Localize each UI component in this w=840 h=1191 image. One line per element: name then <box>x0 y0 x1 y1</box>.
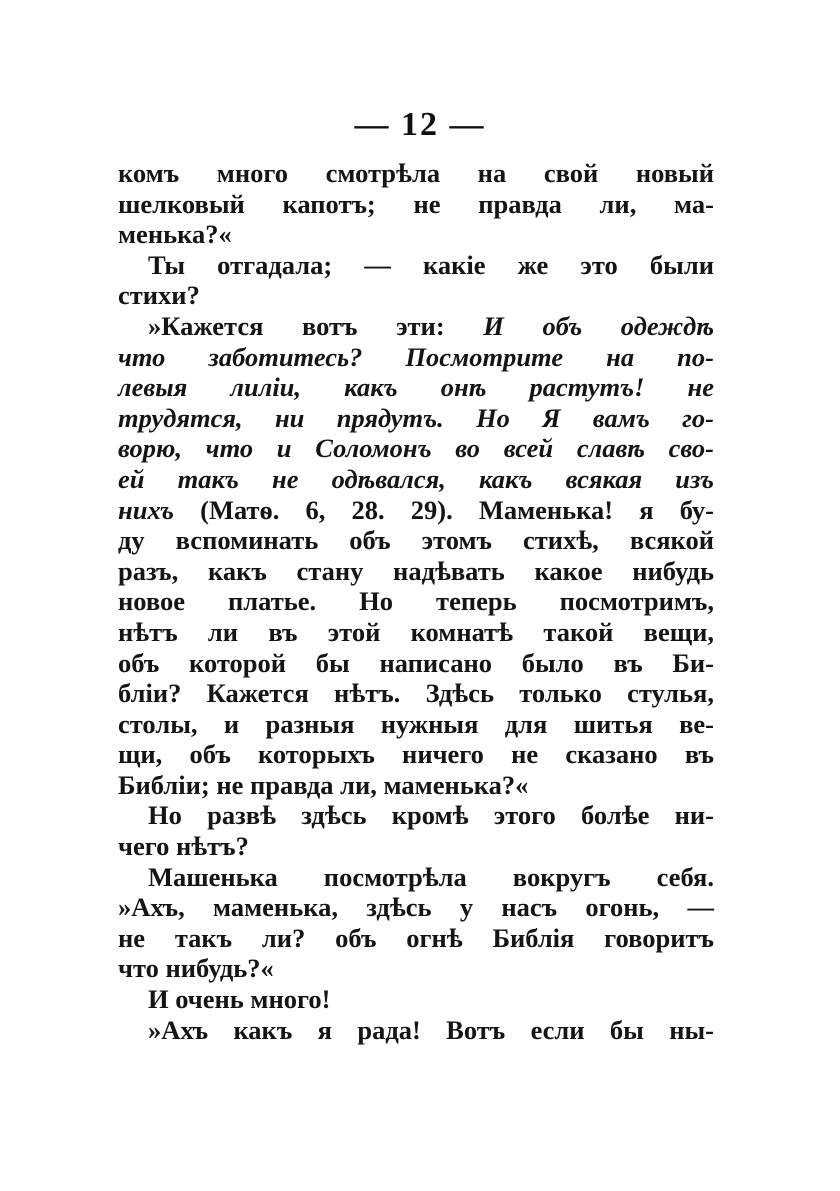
text-line <box>118 311 714 342</box>
text-segment: »Кажется вотъ эти: <box>148 310 445 341</box>
text-line: разъ, какъ стану надѣвать какое нибудь <box>118 555 714 586</box>
text-line: ду вспоминать объ этомъ стихѣ, всякой <box>118 525 714 556</box>
text-line: стихи? <box>118 280 200 311</box>
text-line: И очень много! <box>148 984 331 1015</box>
text-line: Библіи; не правда ли, маменька?« <box>118 769 529 800</box>
text-line: Ты отгадала; — какіе же это были <box>148 249 714 280</box>
text-line: бліи? Кажется нѣтъ. Здѣсь только стулья, <box>118 678 714 709</box>
text-line: не такъ ли? объ огнѣ Библія говоритъ <box>118 922 714 953</box>
text-line: новое платье. Но теперь посмотримъ, <box>118 586 714 617</box>
body-text <box>118 158 714 1045</box>
text-line: щи, объ которыхъ ничего не сказано въ <box>118 739 714 770</box>
text-line: нѣтъ ли въ этой комнатѣ такой вещи, <box>118 616 714 647</box>
text-line: левыя лиліи, какъ онѣ растутъ! не <box>118 372 714 403</box>
text-segment: (Матѳ. 6, 28. 29). Маменька! я бу- <box>200 494 715 525</box>
text-line: комъ много смотрѣла на свой новый <box>118 158 714 188</box>
text-line: менька?« <box>118 219 232 250</box>
text-line: »Ахъ какъ я рада! Вотъ если бы ны- <box>148 1014 714 1045</box>
italic-segment: нихъ <box>118 494 175 525</box>
text-line: чего нѣтъ? <box>118 831 249 862</box>
text-line: трудятся, ни прядутъ. Но Я вамъ го- <box>118 402 714 433</box>
text-line: »Ахъ, маменька, здѣсь у насъ огонь, — <box>118 892 714 923</box>
text-line: объ которой бы написано было въ Би- <box>118 647 714 678</box>
text-line: Но развѣ здѣсь кромѣ этого болѣе ни- <box>148 800 714 831</box>
text-line: столы, и разныя нужныя для шитья ве- <box>118 708 714 739</box>
text-line: что нибудь?« <box>118 953 274 984</box>
text-line <box>118 495 714 526</box>
text-line: ей такъ не одѣвался, какъ всякая изъ <box>118 463 714 494</box>
text-line: шелковый капотъ; не правда ли, ма- <box>118 188 714 219</box>
text-line: Машенька посмотрѣла вокругъ себя. <box>148 861 714 892</box>
page-number: — 12 — <box>354 106 486 143</box>
italic-segment: И объ одеждѣ <box>483 310 715 341</box>
text-line: что заботитесь? Посмотрите на по- <box>118 341 714 372</box>
text-line: ворю, что и Соломонъ во всей славѣ сво- <box>118 433 714 464</box>
